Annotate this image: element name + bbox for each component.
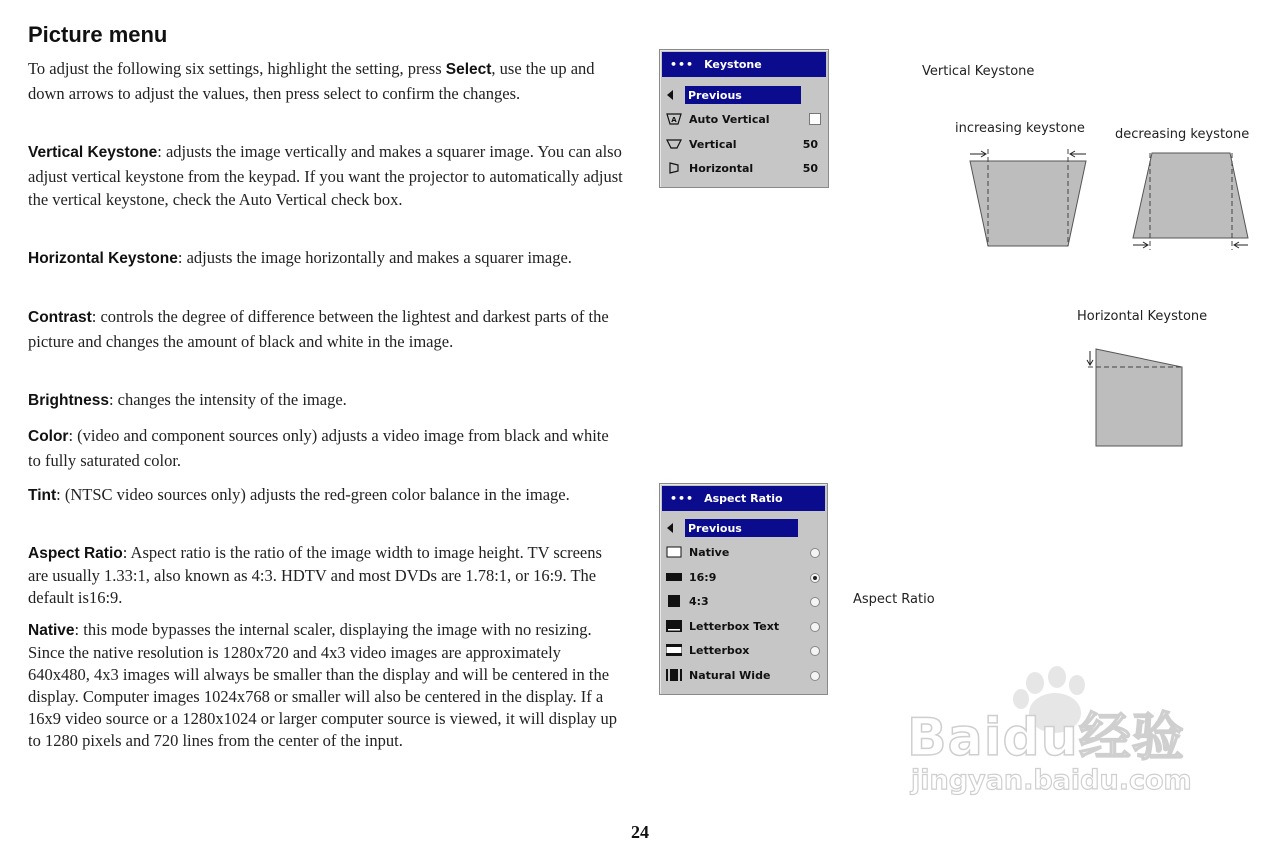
horizontal-keystone-shape [1096, 349, 1182, 446]
aspect-ratio-paragraph [28, 542, 623, 609]
aspect-radio[interactable] [810, 671, 820, 681]
vertical-row[interactable] [660, 132, 828, 156]
aspect-ratio-label: Aspect Ratio [853, 592, 935, 607]
vertical-keystone-icon [666, 138, 682, 150]
auto-vertical-checkbox[interactable] [809, 113, 821, 125]
keystone-menu [659, 49, 829, 188]
vertical-keystone-label: Vertical Keystone [922, 64, 1035, 79]
arrow-right-icon [970, 151, 986, 157]
aspect-option-native[interactable] [660, 540, 827, 564]
keystone-previous-row[interactable] [660, 83, 828, 107]
horizontal-keystone-icon [666, 162, 682, 174]
paragraph-term: Brightness [28, 392, 109, 409]
previous-button[interactable] [685, 519, 798, 537]
auto-vertical-row[interactable] [660, 107, 828, 131]
aspect-option-label: Letterbox Text [689, 619, 780, 633]
aspect-option-natural-wide[interactable] [660, 663, 827, 687]
aspect-menu-title: Aspect Ratio [704, 492, 783, 505]
auto-vertical-label: Auto Vertical [689, 112, 770, 126]
watermark-url: jingyan.baidu.com [911, 765, 1192, 796]
aspect-option-label: 16:9 [689, 570, 717, 584]
paragraph-term: Color [28, 428, 69, 445]
aspect-previous-row[interactable] [660, 516, 827, 540]
keystone-menu-title-bar [662, 52, 826, 77]
paragraph-text: : controls the degree of difference between the lightest and darkest parts of the picture and changes the amount of black and white in the image. [28, 307, 609, 351]
previous-label: Previous [688, 88, 742, 102]
vertical-value: 50 [802, 137, 818, 151]
back-arrow-icon [667, 90, 673, 100]
horizontal-row[interactable] [660, 156, 828, 180]
aspect-option-4-3[interactable] [660, 589, 827, 613]
letterbox-icon [666, 644, 682, 656]
paragraph-text: : Aspect ratio is the ratio of the image width to image height. TV screens are usually 1.33:1, also known as 4:3. HDTV and most DVDs are 1.78:1, or 16:9. The default is16:9. [28, 543, 602, 607]
back-arrow-icon [667, 523, 673, 533]
paragraph-text: : this mode bypasses the internal scaler, displaying the image with no resizing. Since the native resolution is 1280x720 and 4x3 video images are approximately 640x480, 4x3 images will always be smaller than the display and will be centered in the display. Computer images 1024x768 or smaller will also be centered in the display. If a 16x9 video source or a 1280x1024 or larger computer source is viewed, it will display up to 1280 pixels and 720 lines from the center of the input. [28, 620, 617, 750]
increasing-keystone-label: increasing keystone [955, 121, 1085, 136]
paragraph-text: : adjusts the image horizontally and makes a squarer image. [177, 248, 572, 267]
intro-text-cont: , use the up and down arrows to adjust the values, then press select to confirm the changes. [28, 59, 595, 103]
previous-button[interactable] [685, 86, 801, 104]
watermark-brand: Baidu经验 [907, 708, 1185, 768]
aspect-option-16-9[interactable] [660, 565, 827, 589]
auto-vertical-icon [666, 113, 682, 125]
baidu-watermark [905, 665, 1205, 805]
arrow-right-icon [1133, 242, 1148, 248]
aspect-option-label: 4:3 [689, 594, 709, 608]
vertical-label: Vertical [689, 137, 737, 151]
menu-dots-icon: ••• [670, 58, 695, 71]
native-paragraph [28, 619, 623, 752]
natural-wide-icon [666, 669, 682, 681]
arrow-left-icon [1234, 242, 1248, 248]
horizontal-value: 50 [802, 161, 818, 175]
vertical-keystone-diagram [960, 145, 1260, 255]
page-number: 24 [631, 822, 649, 842]
paragraph-term: Contrast [28, 309, 92, 326]
aspect-radio[interactable] [810, 597, 820, 607]
svg-text:A: A [671, 116, 677, 124]
horizontal-keystone-paragraph [28, 246, 623, 271]
vertical-keystone-paragraph [28, 140, 623, 212]
page-title: Picture menu [28, 22, 168, 47]
brightness-paragraph [28, 388, 623, 413]
previous-label: Previous [688, 521, 742, 535]
select-term: Select [445, 61, 492, 78]
paragraph-term: Vertical Keystone [28, 144, 158, 161]
aspect-radio[interactable] [810, 646, 820, 656]
menu-dots-icon: ••• [670, 492, 695, 505]
horizontal-label: Horizontal [689, 161, 754, 175]
intro-paragraph [28, 57, 623, 105]
intro-text: To adjust the following six settings, highlight the setting, press [28, 59, 446, 78]
arrow-down-icon [1087, 351, 1093, 365]
paragraph-text: : changes the intensity of the image. [108, 390, 347, 409]
decreasing-keystone-label: decreasing keystone [1115, 127, 1250, 142]
keystone-menu-title: Keystone [704, 58, 762, 71]
aspect-ratio-menu [659, 483, 828, 695]
paragraph-text: : (NTSC video sources only) adjusts the red-green color balance in the image. [56, 485, 570, 504]
horizontal-keystone-diagram [1080, 345, 1190, 450]
color-paragraph [28, 424, 623, 472]
increasing-keystone-shape [970, 161, 1086, 246]
paragraph-term: Aspect Ratio [28, 545, 123, 562]
aspect-option-label: Natural Wide [689, 668, 771, 682]
aspect-option-letterbox[interactable] [660, 638, 827, 662]
arrow-left-icon [1070, 151, 1086, 157]
letterbox-text-icon [666, 620, 682, 632]
aspect-option-letterbox-text[interactable] [660, 614, 827, 638]
16-9-icon [666, 571, 682, 583]
aspect-option-label: Native [689, 545, 730, 559]
paragraph-text: : adjusts the image vertically and makes a squarer image. You can also adjust vertical keystone from the keypad. If you want the projector to automatically adjust the vertical keystone, check the Auto Vertical check box. [28, 142, 623, 209]
aspect-radio[interactable] [810, 622, 820, 632]
paragraph-text: : (video and component sources only) adjusts a video image from black and white to fully saturated color. [28, 426, 609, 470]
paragraph-term: Native [28, 622, 75, 639]
contrast-paragraph [28, 305, 623, 353]
aspect-option-label: Letterbox [689, 643, 750, 657]
paragraph-term: Tint [28, 487, 57, 504]
native-icon [666, 546, 682, 558]
aspect-menu-title-bar [662, 486, 825, 511]
4-3-icon [666, 595, 682, 607]
aspect-radio[interactable] [810, 548, 820, 558]
tint-paragraph [28, 483, 623, 508]
horizontal-keystone-label: Horizontal Keystone [1077, 309, 1208, 324]
aspect-radio-selected[interactable] [810, 573, 820, 583]
paragraph-term: Horizontal Keystone [28, 250, 178, 267]
